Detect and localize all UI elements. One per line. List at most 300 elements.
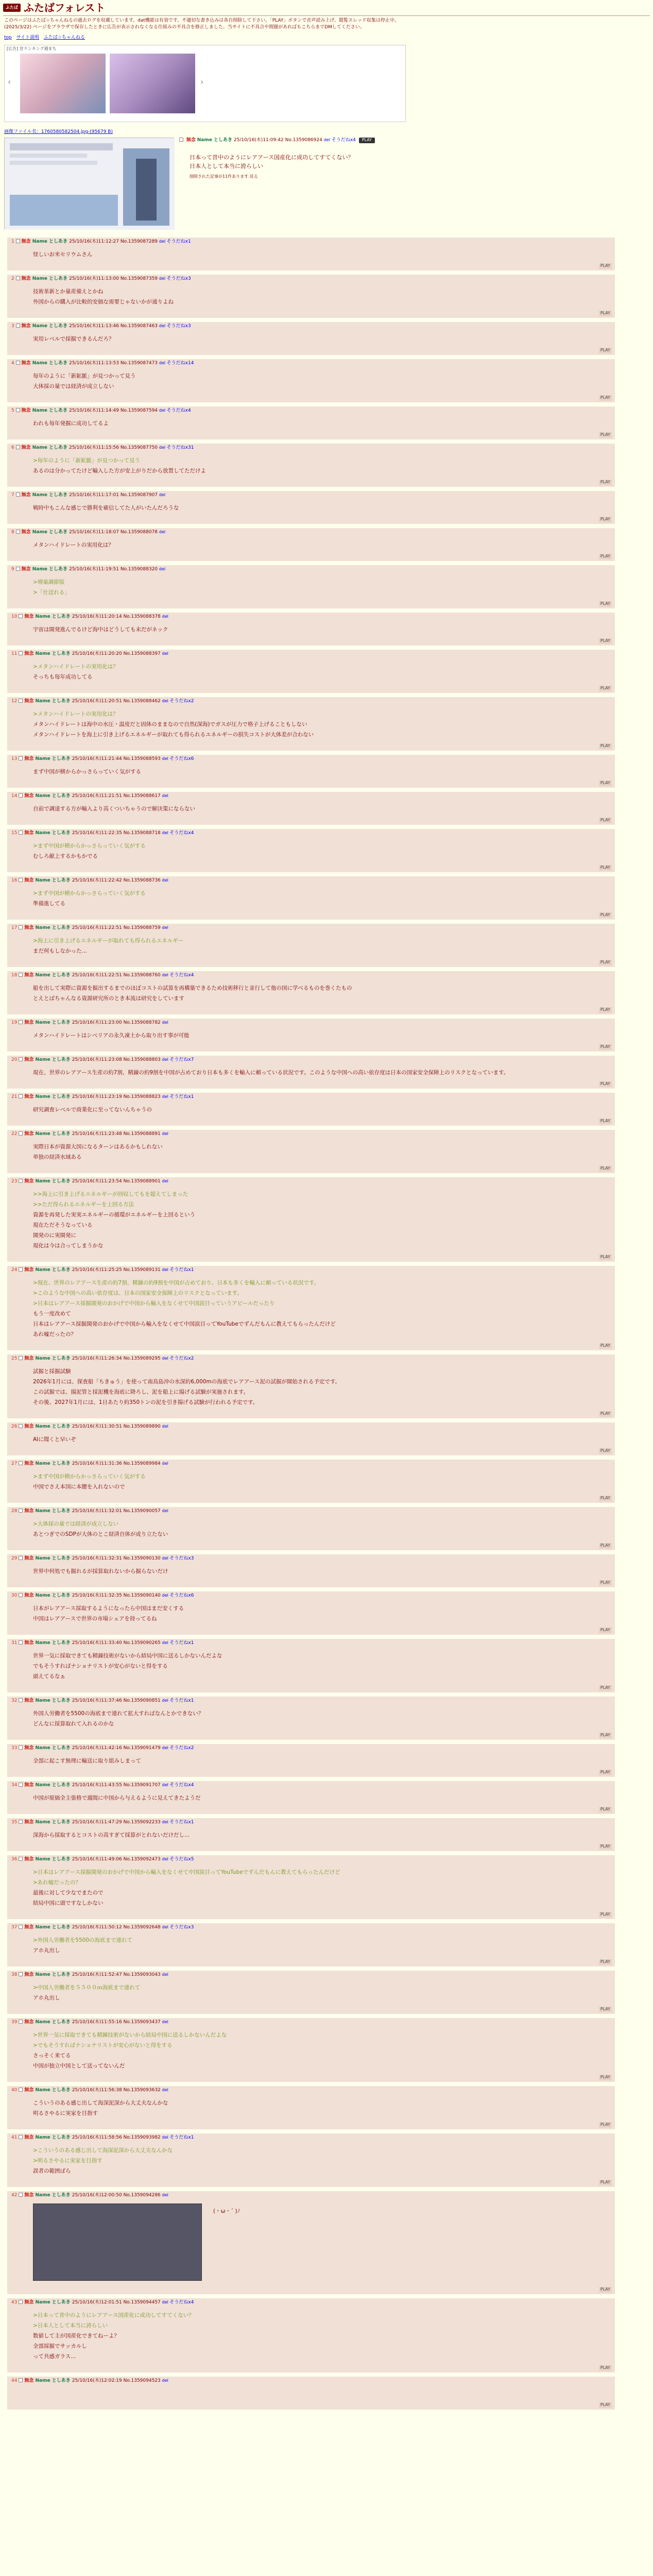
reply-play-button[interactable]: PLAY	[599, 1628, 612, 1633]
reply-del-button[interactable]: del	[162, 1020, 168, 1025]
reply-index: 41	[11, 2134, 19, 2140]
reply-number: No.1359087289	[120, 239, 159, 244]
reply-sod-button[interactable]: そうだねx2	[169, 698, 194, 704]
reply-datetime: 25/10/16(木)11:15:56	[69, 445, 121, 450]
reply-sod-button[interactable]: そうだねx3	[169, 1924, 194, 1930]
reply-sod-button[interactable]: そうだねx1	[169, 1819, 194, 1825]
reply-play-button[interactable]: PLAY	[599, 743, 612, 749]
reply-del-button[interactable]: del	[162, 1745, 170, 1750]
reply-checkbox[interactable]	[19, 1267, 23, 1272]
reply-checkbox[interactable]	[16, 276, 20, 280]
reply-del-button[interactable]: del	[162, 1698, 170, 1703]
reply-body	[33, 804, 599, 815]
reply-play-button[interactable]: PLAY	[599, 2287, 612, 2293]
reply-post	[7, 406, 615, 439]
reply-del-button[interactable]: del	[162, 1592, 170, 1598]
reply-sod-button[interactable]: そうだねx2	[169, 1355, 194, 1361]
reply-play-button[interactable]: PLAY	[599, 818, 612, 823]
reply-play-button[interactable]: PLAY	[599, 2007, 612, 2012]
reply-checkbox[interactable]	[19, 756, 23, 760]
reply-body	[33, 1709, 599, 1730]
reply-text-line: 2026年1月には、探査船「ちきゅう」を使って南鳥島沖の水深約6,000mの海底でレアアース泥の試掘が開始される予定です。	[33, 1378, 341, 1385]
reply-checkbox[interactable]	[19, 2300, 23, 2304]
reply-datetime: 25/10/16(木)12:01:51	[72, 2299, 124, 2305]
reply-datetime: 25/10/16(木)12:00:50	[72, 2192, 124, 2198]
reply-sod-button[interactable]: そうだねx1	[169, 1267, 194, 1273]
reply-checkbox[interactable]	[19, 1509, 23, 1513]
reply-header	[11, 1857, 194, 1863]
reply-title: 無念	[21, 529, 32, 535]
reply-play-button[interactable]: PLAY	[599, 1685, 612, 1691]
reply-index: 1	[11, 239, 16, 244]
reply-del-button[interactable]: del	[162, 793, 168, 798]
op-sod-button[interactable]: そうだねx4	[331, 137, 356, 143]
reply-name: Name としあき	[35, 1057, 72, 1062]
reply-text-line: 最後に対して少なでまたので	[33, 1889, 104, 1896]
reply-sod-button[interactable]: そうだねx3	[169, 1555, 194, 1561]
reply-sod-button[interactable]: そうだねx5	[169, 1856, 194, 1862]
reply-text-line: 宇宙は開発進んでるけど海中はどうしても未だがネック	[33, 626, 168, 633]
reply-quote-line: >でもそうすればナショナリストが安心がないと得をする	[33, 2042, 173, 2048]
reply-text-line: 現在、世界のレアアース生産の約7割、精錬の約9割を中国が占めており日本も多くを輸入に頼っている状況です。このような中国への高い依存度は日本の国家安全保障上のリスクとなっています。	[33, 1069, 509, 1076]
reply-datetime: 25/10/16(木)11:23:08	[72, 1057, 124, 1062]
reply-del-button[interactable]: del	[159, 323, 167, 328]
reply-del-button[interactable]: del	[159, 445, 167, 450]
reply-datetime: 25/10/16(木)11:55:16	[72, 2019, 124, 2025]
reply-post	[7, 829, 615, 872]
reply-checkbox[interactable]	[19, 1179, 23, 1183]
reply-number: No.1359094523	[123, 2378, 162, 2383]
reply-play-button[interactable]: PLAY	[599, 348, 612, 353]
reply-play-button[interactable]: PLAY	[599, 480, 612, 485]
reply-text-line: あれ嘘だったの？	[33, 1331, 76, 1337]
reply-number: No.1359090057	[123, 1508, 162, 1514]
reply-number: No.1359088823	[123, 1094, 162, 1099]
reply-play-button[interactable]: PLAY	[599, 1496, 612, 1501]
reply-del-button[interactable]: del	[162, 1131, 168, 1136]
reply-del-button[interactable]: del	[162, 2019, 168, 2024]
reply-name: Name としあき	[35, 1782, 72, 1788]
reply-name: Name としあき	[35, 1924, 72, 1930]
reply-text-line: 外国からの購入が比較的安価な需要じゃないかが通りよね	[33, 298, 174, 305]
reply-title: 無念	[21, 323, 32, 329]
reply-checkbox[interactable]	[19, 1094, 23, 1098]
ad-thumbnail[interactable]	[110, 54, 195, 113]
reply-title: 無念	[24, 614, 36, 619]
reply-post	[7, 650, 615, 693]
reply-body	[33, 1435, 599, 1445]
reply-quote-line: >日本はレアアース採掘開発のおかげで中国から輸入をなくせて中国涙目っていうアピールだったり	[33, 1300, 275, 1307]
reply-quote-line: >日本って昔中のようにレアアース国産化に成功してすてくない？	[33, 2312, 194, 2318]
op-del-button[interactable]: del	[323, 137, 330, 142]
reply-header	[11, 1556, 194, 1562]
reply-checkbox[interactable]	[19, 1972, 23, 1976]
reply-checkbox[interactable]	[19, 793, 23, 798]
reply-number: No.1359089131	[123, 1267, 162, 1273]
reply-text-line: 準備進してる	[33, 900, 65, 907]
reply-del-button[interactable]: del	[162, 651, 168, 656]
reply-del-button[interactable]: del	[162, 1782, 170, 1787]
reply-del-button[interactable]: del	[162, 1267, 170, 1272]
reply-text-line: 実際日本が資源大国になるターンはあるかもしれない	[33, 1143, 163, 1150]
reply-checkbox[interactable]	[19, 1020, 23, 1024]
reply-del-button[interactable]: del	[162, 1178, 168, 1183]
op-image[interactable]	[4, 138, 174, 229]
reply-datetime: 25/10/16(木)11:32:31	[72, 1555, 124, 1561]
reply-checkbox[interactable]	[19, 1925, 23, 1929]
reply-number: No.1359087907	[120, 492, 159, 498]
reply-post	[7, 1639, 615, 1692]
reply-play-button[interactable]: PLAY	[599, 311, 612, 316]
reply-play-button[interactable]: PLAY	[599, 1255, 612, 1260]
reply-play-button[interactable]: PLAY	[599, 1580, 612, 1586]
reply-checkbox[interactable]	[19, 2088, 23, 2092]
op-number: No.1359086924	[285, 137, 322, 143]
nav-top-link[interactable]: top	[4, 35, 12, 41]
reply-quote-line: >まず中国が横からかっさらっていく気がする	[33, 1473, 146, 1480]
reply-number: No.1359087750	[120, 445, 159, 450]
reply-checkbox[interactable]	[16, 493, 20, 497]
reply-text-line: 研究調査レベルで商業化に至ってないんちゃうの	[33, 1106, 152, 1113]
reply-checkbox[interactable]	[16, 530, 20, 534]
reply-post	[7, 2191, 615, 2294]
reply-number: No.1359087594	[120, 408, 159, 413]
reply-play-button[interactable]: PLAY	[599, 1118, 612, 1124]
reply-body	[33, 1604, 599, 1624]
reply-play-button[interactable]: PLAY	[599, 601, 612, 607]
reply-sod-button[interactable]: そうだねx14	[166, 360, 194, 366]
reply-del-button[interactable]: del	[162, 1972, 168, 1977]
reply-checkbox[interactable]	[19, 2135, 23, 2139]
ad-banner[interactable]	[4, 45, 406, 122]
reply-header	[11, 973, 194, 979]
reply-sod-button[interactable]: そうだねx6	[169, 756, 194, 761]
reply-sod-button[interactable]: そうだねx3	[166, 276, 191, 281]
reply-checkbox[interactable]	[19, 1820, 23, 1824]
reply-title: 無念	[24, 1131, 36, 1137]
reply-name: Name としあき	[35, 1972, 72, 1977]
chevron-left-icon[interactable]: ‹	[8, 76, 11, 87]
reply-del-button[interactable]: del	[162, 1057, 170, 1062]
reply-name: Name としあき	[32, 360, 70, 366]
reply-name: Name としあき	[35, 2019, 72, 2025]
reply-checkbox[interactable]	[19, 614, 23, 618]
reply-number: No.1359093043	[123, 1972, 162, 1977]
reply-checkbox[interactable]	[16, 239, 20, 243]
reply-sod-button[interactable]: そうだねx1	[169, 1640, 194, 1646]
reply-text-line: AIに聞くと早いぞ	[33, 1436, 76, 1443]
reply-header	[11, 1925, 194, 1931]
reply-play-button[interactable]: PLAY	[599, 1007, 612, 1013]
reply-del-button[interactable]: del	[162, 830, 170, 835]
reply-sod-button[interactable]: そうだねx1	[169, 2134, 194, 2140]
reply-checkbox[interactable]	[19, 1745, 23, 1750]
reply-play-button[interactable]: PLAY	[599, 1912, 612, 1918]
reply-play-button[interactable]: PLAY	[599, 1770, 612, 1775]
reply-checkbox[interactable]	[19, 878, 23, 882]
reply-sod-button[interactable]: そうだねx3	[166, 323, 191, 329]
reply-number: No.1359088901	[123, 1178, 162, 1184]
reply-del-button[interactable]: del	[162, 1856, 170, 1861]
reply-play-button[interactable]: PLAY	[599, 432, 612, 438]
reply-text-line: 頭えてるなぁ	[33, 1673, 65, 1680]
reply-play-button[interactable]: PLAY	[599, 960, 612, 965]
reply-del-button[interactable]: del	[159, 276, 167, 281]
reply-body	[33, 287, 599, 308]
reply-del-button[interactable]: del	[162, 698, 170, 703]
reply-title: 無念	[24, 2019, 36, 2025]
reply-post	[7, 1354, 615, 1418]
reply-del-button[interactable]: del	[162, 756, 170, 761]
reply-checkbox[interactable]	[19, 1356, 23, 1360]
reply-del-button[interactable]: del	[162, 1423, 168, 1429]
reply-checkbox[interactable]	[19, 1857, 23, 1861]
reply-number: No.1359090265	[123, 1640, 162, 1646]
reply-title: 無念	[24, 1178, 36, 1184]
reply-play-button[interactable]: PLAY	[599, 1844, 612, 1850]
op-datetime: 25/10/16(木)11:09:42	[233, 137, 284, 143]
op-play-button[interactable]: PLAY	[359, 138, 375, 143]
reply-header	[11, 2020, 168, 2026]
reply-number: No.1359092648	[123, 1924, 162, 1930]
reply-checkbox[interactable]	[19, 1461, 23, 1465]
reply-number: No.1359088760	[123, 972, 162, 978]
reply-del-button[interactable]: del	[162, 877, 168, 883]
site-logo[interactable]: ふたば	[3, 4, 21, 12]
reply-sod-button[interactable]: そうだねx4	[166, 408, 191, 413]
reply-post	[7, 1591, 615, 1635]
reply-play-button[interactable]: PLAY	[599, 1411, 612, 1417]
reply-number: No.1359088759	[123, 925, 162, 930]
reply-play-button[interactable]: PLAY	[599, 1166, 612, 1172]
reply-del-button[interactable]: del	[162, 1819, 170, 1824]
reply-text-line: アホ丸出し	[33, 1947, 60, 1954]
reply-checkbox[interactable]	[16, 445, 20, 449]
reply-datetime: 25/10/16(木)11:22:35	[72, 830, 124, 836]
reply-post	[7, 275, 615, 318]
reply-del-button[interactable]: del	[162, 2134, 170, 2140]
reply-del-button[interactable]: del	[162, 1461, 168, 1466]
reply-quote-line: >まず中国が横からかっさらっていく気がする	[33, 842, 146, 849]
ad-thumbnail[interactable]	[20, 54, 106, 113]
reply-sod-button[interactable]: そうだねx1	[169, 1094, 194, 1099]
reply-body	[33, 1068, 599, 1078]
reply-play-button[interactable]: PLAY	[599, 2402, 612, 2408]
reply-play-button[interactable]: PLAY	[599, 1807, 612, 1812]
nav-links	[0, 32, 653, 44]
reply-text-line: その後、2027年1月には、1日あたり約350トンの泥を引き揚げる試験が行われる予定です。	[33, 1399, 259, 1405]
reply-checkbox[interactable]	[19, 1424, 23, 1428]
reply-del-button[interactable]: del	[162, 1640, 170, 1645]
reply-checkbox[interactable]	[19, 831, 23, 835]
op-file-link[interactable]: 画像ファイル名：1760580582504.jpg-(95679 B)	[4, 129, 113, 134]
reply-del-button[interactable]: del	[162, 1094, 170, 1099]
reply-del-button[interactable]: del	[159, 492, 166, 497]
reply-play-button[interactable]: PLAY	[599, 1733, 612, 1738]
reply-datetime: 25/10/16(木)11:20:51	[72, 698, 124, 704]
reply-name: Name としあき	[35, 1355, 72, 1361]
reply-del-button[interactable]: del	[159, 566, 166, 571]
reply-play-button[interactable]: PLAY	[599, 1044, 612, 1050]
reply-text-line: むしろ献上するかもかでる	[33, 853, 98, 859]
nav-futaba-link[interactable]: ふたば☆ちゃんねる	[43, 35, 85, 41]
reply-name: Name としあき	[35, 972, 72, 978]
reply-title: 無念	[24, 1972, 36, 1977]
reply-play-button[interactable]: PLAY	[599, 1448, 612, 1454]
reply-datetime: 25/10/16(木)11:37:46	[72, 1698, 124, 1703]
reply-del-button[interactable]: del	[162, 1355, 170, 1361]
reply-sod-button[interactable]: そうだねx4	[169, 830, 194, 836]
reply-checkbox[interactable]	[19, 1783, 23, 1787]
reply-post	[7, 876, 615, 920]
reply-del-button[interactable]: del	[159, 408, 167, 413]
reply-quote-line: >中国人労働者を５５００ｍ海底まで連れて	[33, 1984, 141, 1991]
reply-checkbox[interactable]	[19, 699, 23, 703]
reply-checkbox[interactable]	[16, 324, 20, 328]
reply-sod-button[interactable]: そうだねx7	[169, 1057, 194, 1062]
reply-checkbox[interactable]	[19, 651, 23, 655]
reply-del-button[interactable]: del	[162, 2378, 168, 2383]
reply-play-button[interactable]: PLAY	[599, 1081, 612, 1087]
reply-datetime: 25/10/16(木)11:26:34	[72, 1355, 124, 1361]
chevron-right-icon[interactable]: ›	[200, 76, 204, 87]
reply-header	[11, 1745, 194, 1752]
reply-play-button[interactable]: PLAY	[599, 517, 612, 522]
reply-post	[7, 1093, 615, 1126]
reply-play-button[interactable]: PLAY	[599, 395, 612, 401]
reply-text-line: 数値して主が国産化できてねーよ？	[33, 2332, 119, 2339]
nav-sitemap-link[interactable]: サイト説明	[16, 35, 39, 41]
reply-checkbox[interactable]	[19, 925, 23, 929]
reply-index: 31	[11, 1640, 19, 1646]
reply-del-button[interactable]: del	[162, 972, 170, 977]
reply-text-line: 戦時中もこんな感じで勝利を確信してた人がいたんだろうな	[33, 504, 179, 511]
reply-name: Name としあき	[35, 1131, 72, 1137]
reply-play-button[interactable]: PLAY	[599, 865, 612, 871]
reply-play-button[interactable]: PLAY	[599, 2075, 612, 2080]
reply-sod-button[interactable]: そうだねx2	[169, 1745, 194, 1751]
reply-index: 12	[11, 698, 19, 704]
reply-sod-button[interactable]: そうだねx31	[166, 445, 194, 450]
reply-name: Name としあき	[35, 2192, 72, 2198]
reply-play-button[interactable]: PLAY	[599, 638, 612, 644]
reply-play-button[interactable]: PLAY	[599, 686, 612, 691]
reply-index: 9	[11, 566, 16, 572]
reply-index: 11	[11, 651, 19, 656]
reply-index: 29	[11, 1555, 19, 1561]
reply-checkbox[interactable]	[19, 1593, 23, 1597]
reply-index: 28	[11, 1508, 19, 1514]
reply-del-button[interactable]: del	[159, 529, 166, 534]
reply-title: 無念	[24, 1745, 36, 1751]
op-checkbox[interactable]	[179, 138, 183, 142]
reply-del-button[interactable]: del	[162, 2087, 168, 2092]
reply-number: No.1359093982	[123, 2134, 162, 2140]
reply-play-button[interactable]: PLAY	[599, 2122, 612, 2128]
reply-sod-button[interactable]: そうだねx4	[169, 1782, 194, 1788]
reply-del-button[interactable]: del	[162, 2192, 168, 2197]
reply-sod-button[interactable]: そうだねx4	[169, 2299, 194, 2305]
reply-text-line: 現化は今は合ってしまうかな	[33, 1242, 104, 1249]
reply-body	[33, 419, 599, 429]
reply-checkbox[interactable]	[19, 1556, 23, 1560]
reply-body	[33, 1519, 599, 1540]
reply-number: No.1359088462	[123, 698, 162, 704]
reply-play-button[interactable]: PLAY	[599, 2365, 612, 2371]
reply-del-button[interactable]: del	[159, 360, 167, 365]
reply-checkbox[interactable]	[16, 361, 20, 365]
reply-body	[33, 889, 599, 909]
reply-del-button[interactable]: del	[162, 1555, 170, 1561]
reply-del-button[interactable]: del	[162, 2299, 170, 2304]
reply-play-button[interactable]: PLAY	[599, 1343, 612, 1349]
reply-checkbox[interactable]	[19, 2378, 23, 2382]
reply-index: 30	[11, 1592, 19, 1598]
op-title: 無念	[186, 137, 196, 143]
reply-del-button[interactable]: del	[162, 1924, 170, 1929]
reply-body	[33, 1031, 599, 1041]
reply-sod-button[interactable]: そうだねx1	[166, 239, 191, 244]
reply-header	[11, 1509, 168, 1515]
reply-name: Name としあき	[32, 323, 70, 329]
reply-play-button[interactable]: PLAY	[599, 912, 612, 918]
reply-text-line: って共感ガラス...	[33, 2353, 76, 2360]
reply-play-button[interactable]: PLAY	[599, 1959, 612, 1965]
reply-text-line: メタンハイドレートは海中の水圧・温度だと固体のままなので自然(深海)でガスが圧力で格子上げることもしない	[33, 721, 307, 727]
reply-del-button[interactable]: del	[162, 925, 168, 930]
reply-title: 無念	[24, 1355, 36, 1361]
reply-name: Name としあき	[35, 1592, 72, 1598]
reply-post	[7, 359, 615, 402]
reply-play-button[interactable]: PLAY	[599, 263, 612, 269]
reply-text-line: 世界一気に採取できても精錬技術がないから結局中国に送るしかないんだよな	[33, 1652, 222, 1659]
reply-del-button[interactable]: del	[162, 1508, 168, 1513]
reply-checkbox[interactable]	[19, 1640, 23, 1645]
reply-checkbox[interactable]	[19, 973, 23, 977]
reply-play-button[interactable]: PLAY	[599, 2180, 612, 2185]
reply-del-button[interactable]: del	[162, 614, 168, 619]
reply-play-button[interactable]: PLAY	[599, 1543, 612, 1549]
reply-play-button[interactable]: PLAY	[599, 554, 612, 560]
reply-sod-button[interactable]: そうだねx4	[169, 972, 194, 978]
reply-body	[33, 1105, 599, 1115]
reply-body	[33, 578, 599, 598]
reply-post	[7, 2133, 615, 2187]
reply-checkbox[interactable]	[16, 408, 20, 412]
reply-checkbox[interactable]	[19, 2193, 23, 2197]
reply-image[interactable]	[33, 2204, 202, 2281]
reply-checkbox[interactable]	[19, 1131, 23, 1136]
reply-header	[11, 276, 191, 282]
reply-checkbox[interactable]	[19, 1057, 23, 1061]
reply-name: Name としあき	[35, 925, 72, 930]
reply-checkbox[interactable]	[16, 567, 20, 571]
reply-quote-line: >日本はレアアース採掘開発のおかげで中国から輸入をなくせて中国涙目ってYouTubeでずんだもんに教えてもらったんだけど	[33, 1869, 340, 1875]
reply-index: 32	[11, 1698, 19, 1703]
reply-title: 無念	[24, 1057, 36, 1062]
reply-checkbox[interactable]	[19, 2020, 23, 2024]
reply-post	[7, 1130, 615, 1173]
reply-title: 無念	[24, 1094, 36, 1099]
reply-del-button[interactable]: del	[159, 239, 167, 244]
reply-checkbox[interactable]	[19, 1698, 23, 1702]
reply-body	[33, 1983, 599, 2004]
reply-play-button[interactable]: PLAY	[599, 781, 612, 786]
reply-text-line: 中国でさえ本国に本腰を入れないので	[33, 1483, 125, 1490]
reply-sod-button[interactable]: そうだねx6	[169, 1592, 194, 1598]
reply-title: 無念	[24, 1461, 36, 1466]
reply-sod-button[interactable]: そうだねx1	[169, 1698, 194, 1703]
